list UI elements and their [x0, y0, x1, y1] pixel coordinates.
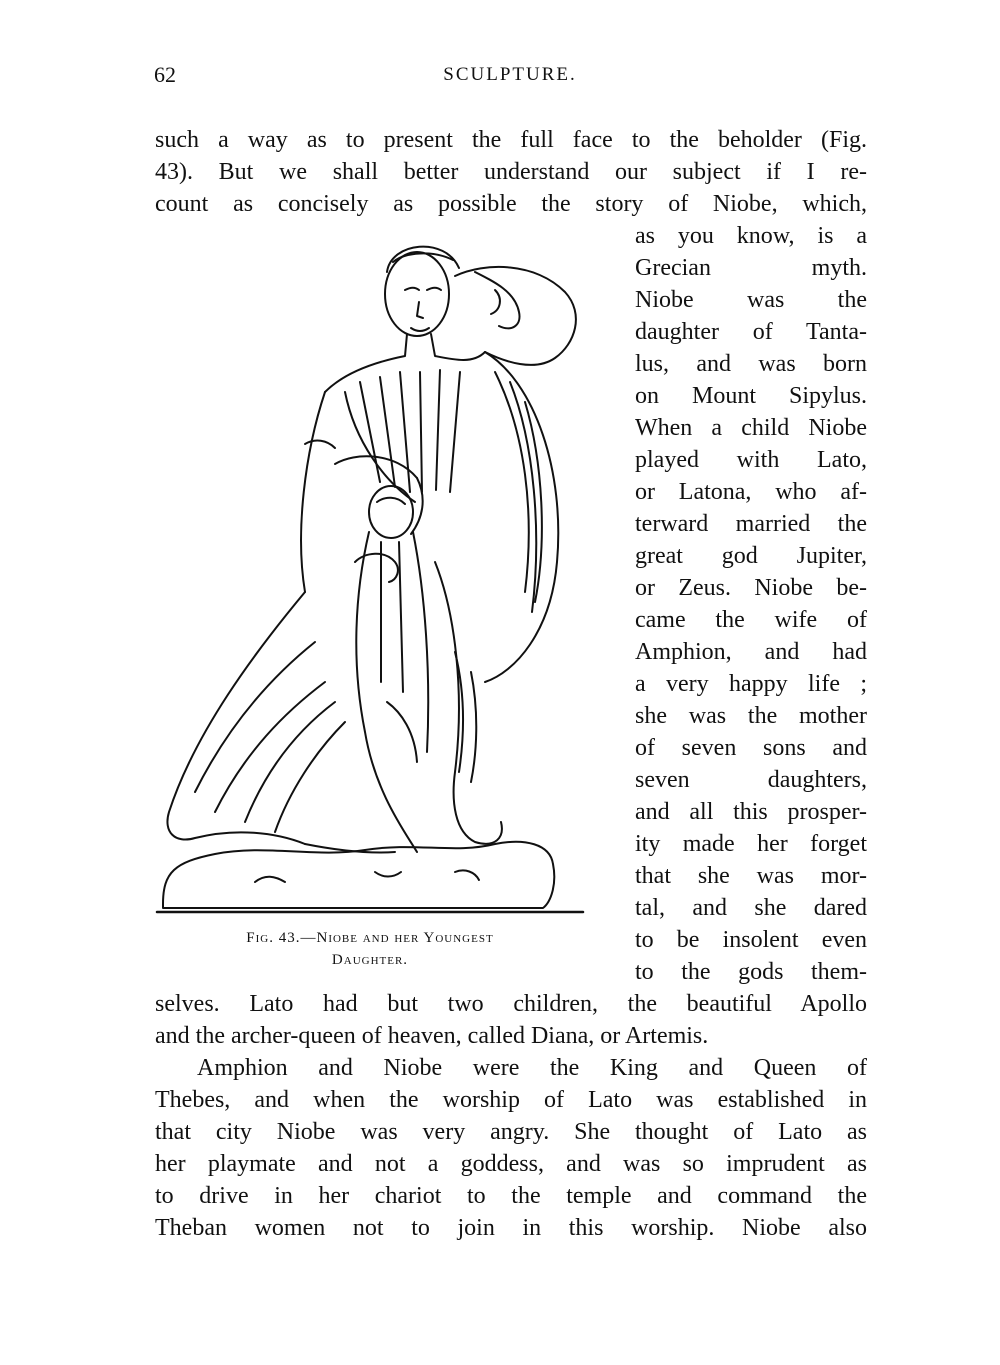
text-line: ity made her forget	[635, 831, 867, 857]
text-line: seven daughters,	[635, 767, 867, 793]
text-line: of seven sons and	[635, 735, 867, 761]
page-number: 62	[154, 62, 176, 87]
text-line: great god Jupiter,	[635, 543, 867, 569]
niobe-statue-icon	[155, 232, 585, 922]
figure-illustration	[155, 232, 585, 922]
text-line: Grecian myth.	[635, 255, 867, 281]
text-line: to drive in her chariot to the temple and command the	[155, 1183, 867, 1209]
text-line: and the archer-queen of heaven, called Diana, or Artemis.	[155, 1023, 709, 1049]
running-title: SCULPTURE.	[443, 64, 577, 85]
text-line: Niobe was the	[635, 287, 867, 313]
text-line: as you know, is a	[635, 223, 867, 249]
text-line: lus, and was born	[635, 351, 867, 377]
text-line: or Latona, who af-	[635, 479, 867, 505]
text-line: to be insolent even	[635, 927, 867, 953]
text-line: came the wife of	[635, 607, 867, 633]
text-line: Theban women not to join in this worship. Niobe also	[155, 1215, 867, 1241]
text-line: Amphion, and had	[635, 639, 867, 665]
text-line: played with Lato,	[635, 447, 867, 473]
figure-caption-continued: Daughter.	[331, 952, 409, 968]
text-line: 43). But we shall better understand our subject if I re-	[155, 159, 867, 185]
figure-caption: Fig. 43.—Niobe and her Youngest	[246, 930, 494, 946]
text-line: count as concisely as possible the story of Niobe, which,	[155, 191, 867, 217]
text-line: to the gods them-	[635, 959, 867, 985]
text-line: she was the mother	[635, 703, 867, 729]
paragraph-first-line: Amphion and Niobe were the King and Queen of	[197, 1055, 867, 1081]
text-line: a very happy life ;	[635, 671, 867, 697]
text-line: terward married the	[635, 511, 867, 537]
text-line: Thebes, and when the worship of Lato was established in	[155, 1087, 867, 1113]
text-line: tal, and she dared	[635, 895, 867, 921]
text-line: that she was mor-	[635, 863, 867, 889]
text-line: selves. Lato had but two children, the beautiful Apollo	[155, 991, 867, 1017]
text-line: daughter of Tanta-	[635, 319, 867, 345]
text-line: that city Niobe was very angry. She thought of Lato as	[155, 1119, 867, 1145]
text-line: and all this prosper-	[635, 799, 867, 825]
text-line: such a way as to present the full face to the beholder (Fig.	[155, 127, 867, 153]
text-line: on Mount Sipylus.	[635, 383, 867, 409]
text-line: or Zeus. Niobe be-	[635, 575, 867, 601]
text-line: When a child Niobe	[635, 415, 867, 441]
running-head	[150, 62, 870, 92]
text-line: her playmate and not a goddess, and was so imprudent as	[155, 1151, 867, 1177]
